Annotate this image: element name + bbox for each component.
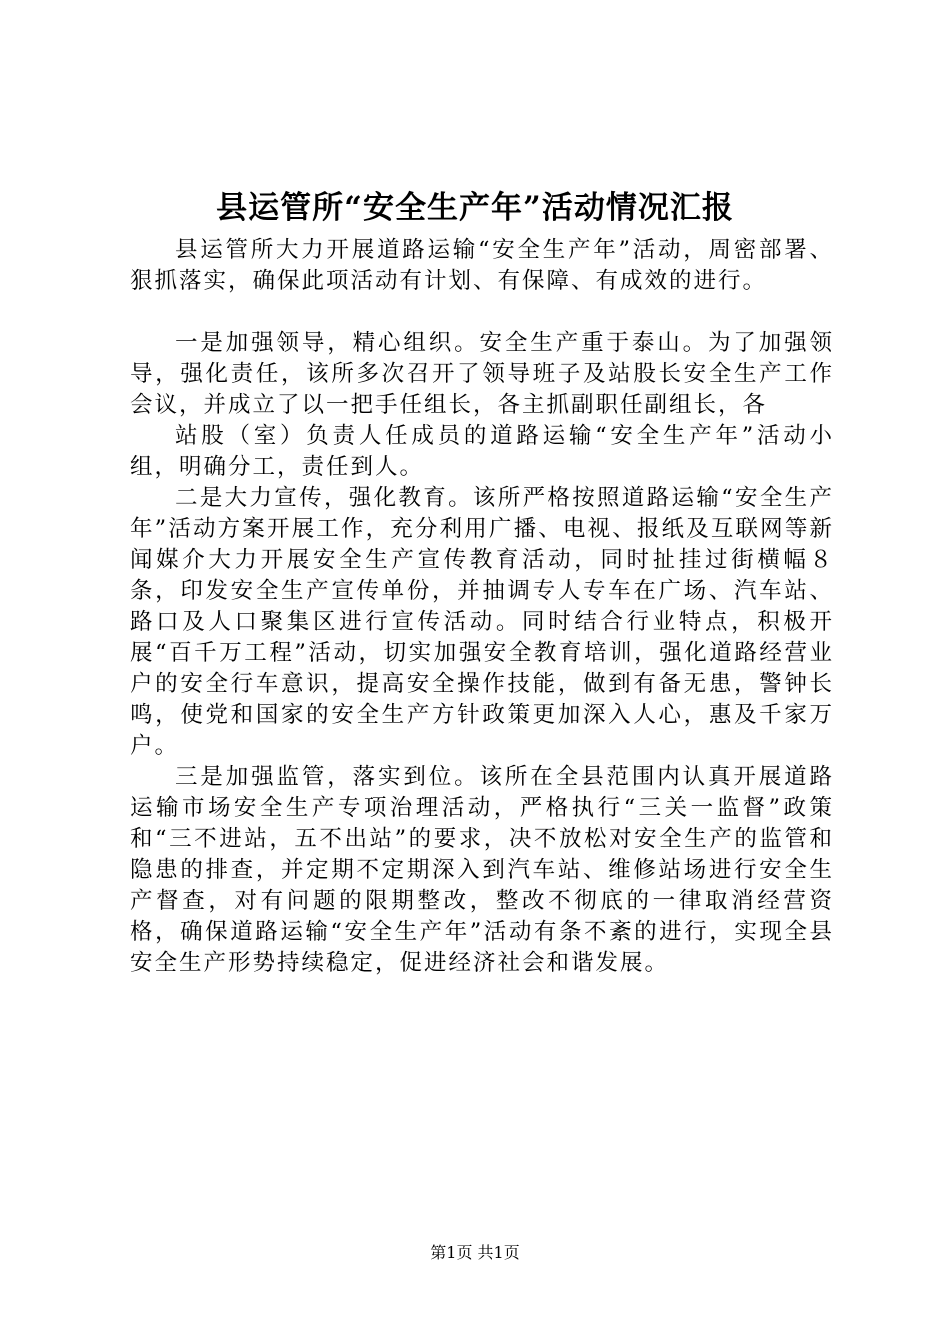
document-body bbox=[130, 235, 834, 979]
paragraph-intro: 县运管所大力开展道路运输“安全生产年”活动，周密部署、狠抓落实，确保此项活动有计划、有保障、有成效的进行。 bbox=[130, 237, 834, 294]
page-number-footer: 第1页 共1页 bbox=[430, 1243, 520, 1262]
paragraph-leadership-continued: 站股（室）负责人任成员的道路运输“安全生产年”活动小组，明确分工，责任到人。 bbox=[130, 423, 834, 480]
document-title: 县运管所“安全生产年”活动情况汇报 bbox=[216, 190, 734, 226]
paragraph-publicity: 二是大力宣传，强化教育。该所严格按照道路运输“安全生产年”活动方案开展工作，充分利用广播、电视、报纸及互联网等新闻媒介大力开展安全生产宣传教育活动，同时扯挂过街横幅８条，印发安全生产宣传单份，并抽调专人专车在广场、汽车站、路口及人口聚集区进行宣传活动。同时结合行业特点，积极开展“百千万工程”活动，切实加强安全教育培训，强化道路经营业户的安全行车意识，提高安全操作技能，做到有备无患，警钟长鸣，使党和国家的安全生产方针政策更加深入人心，惠及千家万户。 bbox=[130, 485, 834, 759]
paragraph-supervision: 三是加强监管，落实到位。该所在全县范围内认真开展道路运输市场安全生产专项治理活动，严格执行“三关一监督”政策和“三不进站，五不出站”的要求，决不放松对安全生产的监管和隐患的排查，并定期不定期深入到汽车站、维修站场进行安全生产督查，对有问题的限期整改，整改不彻底的一律取消经营资格，确保道路运输“安全生产年”活动有条不紊的进行，实现全县安全生产形势持续稳定，促进经济社会和谐发展。 bbox=[130, 764, 834, 976]
paragraph-leadership: 一是加强领导，精心组织。安全生产重于泰山。为了加强领导，强化责任，该所多次召开了领导班子及站股长安全生产工作会议，并成立了以一把手任组长，各主抓副职任副组长，各 bbox=[130, 330, 834, 418]
